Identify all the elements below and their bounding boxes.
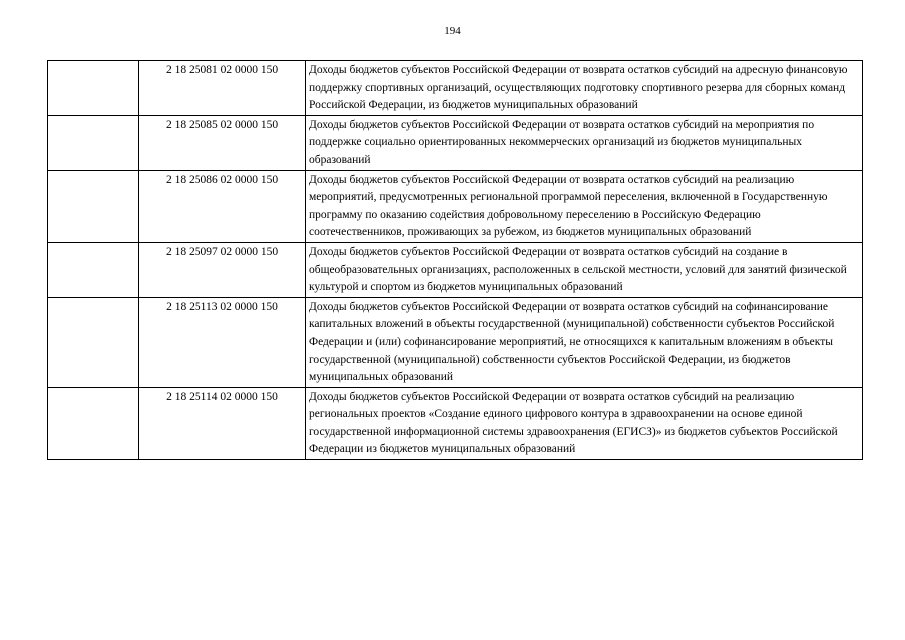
row-empty-cell xyxy=(48,242,139,297)
revenue-description: Доходы бюджетов субъектов Российской Федерации от возврата остатков субсидий на реализацию мероприятий, предусмотренных региональной программой переселения, включенной в Государственную программу по оказанию содействия добровольному переселению в Российскую Федерацию соотечественников, проживающих за рубежом, из бюджетов муниципальных образований xyxy=(306,170,863,242)
row-empty-cell xyxy=(48,387,139,459)
table-row xyxy=(48,115,863,170)
revenue-description: Доходы бюджетов субъектов Российской Федерации от возврата остатков субсидий на мероприятия по поддержке социально ориентированных некоммерческих организаций из бюджетов муниципальных образований xyxy=(306,115,863,170)
revenue-description: Доходы бюджетов субъектов Российской Федерации от возврата остатков субсидий на адресную финансовую поддержку спортивных организаций, осуществляющих подготовку спортивного резерва для сборных команд Российской Федерации, из бюджетов муниципальных образований xyxy=(306,61,863,116)
row-empty-cell xyxy=(48,297,139,387)
revenue-description: Доходы бюджетов субъектов Российской Федерации от возврата остатков субсидий на софинансирование капитальных вложений в объекты государственной (муниципальной) собственности субъектов Российской Федерации и (или) софинансирование мероприятий, не относящихся к капитальным вложениям в объекты государственной (муниципальной) собственности субъектов Российской Федерации, из бюджетов муниципальных образований xyxy=(306,297,863,387)
budget-codes-table xyxy=(47,60,863,460)
row-empty-cell xyxy=(48,170,139,242)
budget-code: 2 18 25097 02 0000 150 xyxy=(139,242,306,297)
page-number: 194 xyxy=(444,25,461,37)
revenue-description: Доходы бюджетов субъектов Российской Федерации от возврата остатков субсидий на создание в общеобразовательных организациях, расположенных в сельской местности, условий для занятий физической культурой и спортом из бюджетов муниципальных образований xyxy=(306,242,863,297)
table-row xyxy=(48,242,863,297)
budget-code: 2 18 25114 02 0000 150 xyxy=(139,387,306,459)
row-empty-cell xyxy=(48,115,139,170)
budget-code: 2 18 25086 02 0000 150 xyxy=(139,170,306,242)
budget-code: 2 18 25113 02 0000 150 xyxy=(139,297,306,387)
row-empty-cell xyxy=(48,61,139,116)
table-row xyxy=(48,61,863,116)
table-row xyxy=(48,387,863,459)
revenue-description: Доходы бюджетов субъектов Российской Федерации от возврата остатков субсидий на реализацию региональных проектов «Создание единого цифрового контура в здравоохранении на основе единой государственной информационной системы здравоохранения (ЕГИСЗ)» из бюджетов субъектов Российской Федерации из бюджетов муниципальных образований xyxy=(306,387,863,459)
table-row xyxy=(48,170,863,242)
budget-code: 2 18 25081 02 0000 150 xyxy=(139,61,306,116)
table-row xyxy=(48,297,863,387)
budget-code: 2 18 25085 02 0000 150 xyxy=(139,115,306,170)
